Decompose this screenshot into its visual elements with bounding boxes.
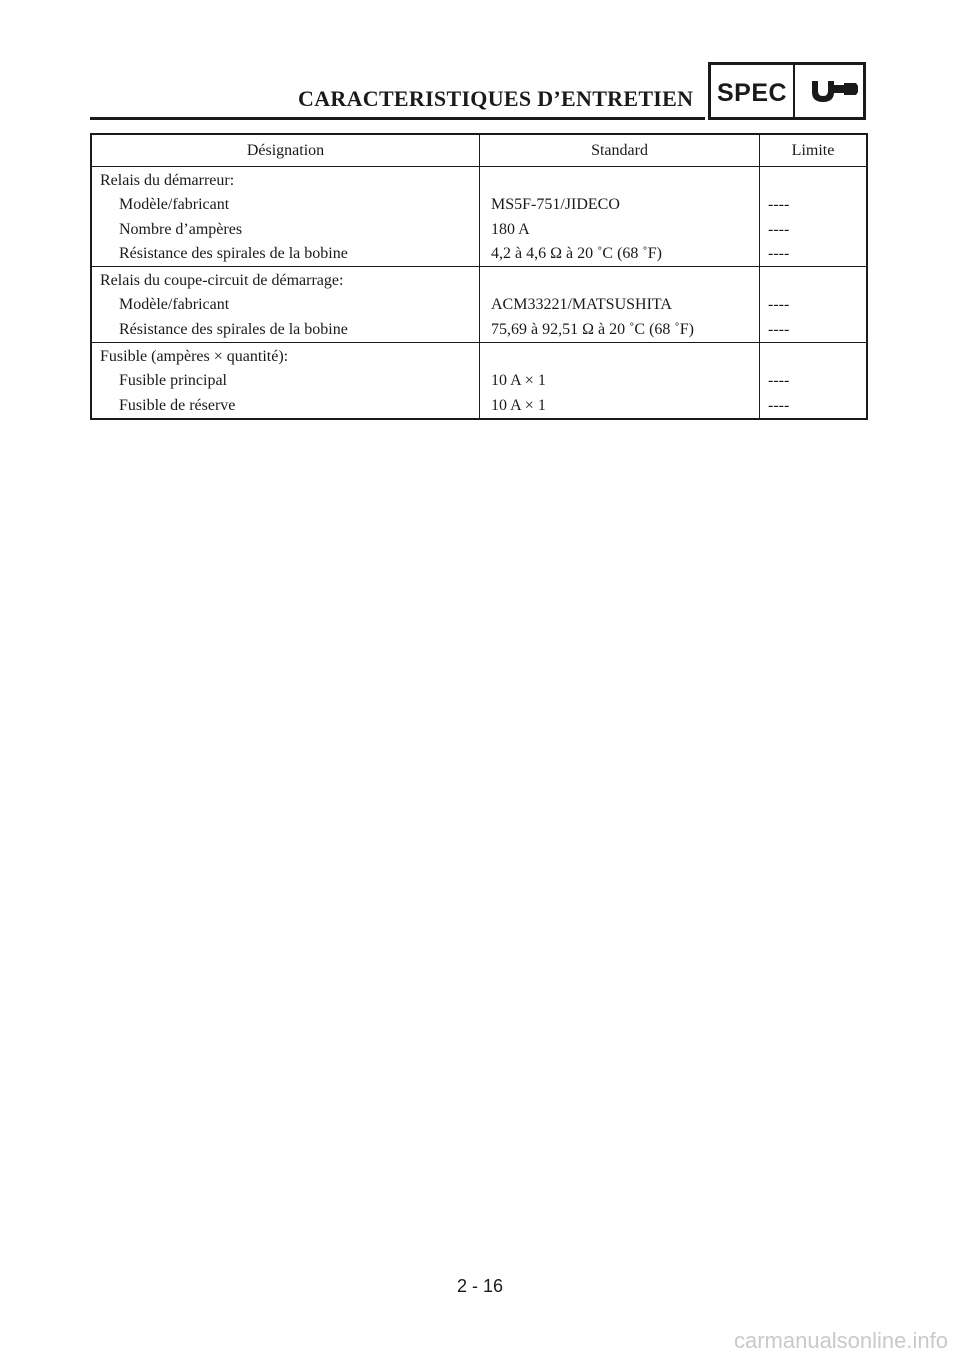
table-header-row	[92, 135, 866, 167]
limit-cell: ----	[768, 196, 790, 214]
column-header-standard: Standard	[480, 135, 760, 166]
page-number: 2 - 16	[456, 1276, 504, 1296]
limit-column	[760, 167, 866, 266]
group-title: Fusible (ampères × quantité):	[100, 348, 289, 366]
limit-cell: ----	[768, 244, 790, 262]
limit-column	[760, 267, 866, 342]
table-group	[92, 167, 866, 267]
watermark: carmanualsonline.info	[733, 1328, 948, 1353]
limit-cell: ----	[768, 372, 790, 390]
spec-badge-divider	[793, 65, 795, 117]
spec-table	[90, 133, 868, 420]
column-header-limit: Limite	[791, 141, 835, 159]
limit-cell: ----	[768, 296, 790, 314]
designation-cell: Modèle/fabricant	[119, 296, 230, 314]
column-header-designation: Désignation	[92, 135, 480, 166]
standard-cell: 75,69 à 92,51 Ω à 20 ˚C (68 ˚F)	[491, 320, 694, 338]
table-group	[92, 267, 866, 343]
limit-column	[760, 343, 866, 418]
designation-cell: Fusible de réserve	[119, 396, 236, 414]
header-rule	[90, 117, 705, 120]
standard-cell: ACM33221/MATSUSHITA	[491, 296, 672, 314]
standard-column	[480, 267, 760, 342]
designation-column	[92, 343, 480, 418]
group-title: Relais du coupe-circuit de démarrage:	[100, 272, 344, 290]
standard-column	[480, 167, 760, 266]
table-group	[92, 343, 866, 418]
spec-badge-label: SPEC	[717, 79, 788, 107]
designation-column	[92, 267, 480, 342]
designation-cell: Résistance des spirales de la bobine	[119, 320, 348, 338]
spec-badge	[708, 62, 866, 120]
designation-cell: Modèle/fabricant	[119, 196, 230, 214]
designation-cell: Résistance des spirales de la bobine	[119, 244, 348, 262]
standard-cell: 10 A × 1	[491, 396, 546, 414]
designation-cell: Nombre d’ampères	[119, 220, 243, 238]
standard-cell: MS5F-751/JIDECO	[491, 196, 620, 214]
designation-cell: Fusible principal	[119, 372, 227, 390]
group-title: Relais du démarreur:	[100, 172, 235, 189]
wrench-icon	[808, 79, 860, 105]
standard-cell: 10 A × 1	[491, 372, 546, 390]
standard-cell: 180 A	[491, 220, 530, 238]
designation-column	[92, 167, 480, 266]
limit-cell: ----	[768, 220, 790, 238]
limit-cell: ----	[768, 320, 790, 338]
standard-cell: 4,2 à 4,6 Ω à 20 ˚C (68 ˚F)	[491, 244, 662, 262]
page-title: CARACTERISTIQUES D’ENTRETIEN	[298, 86, 694, 111]
standard-column	[480, 343, 760, 418]
limit-cell: ----	[768, 396, 790, 414]
